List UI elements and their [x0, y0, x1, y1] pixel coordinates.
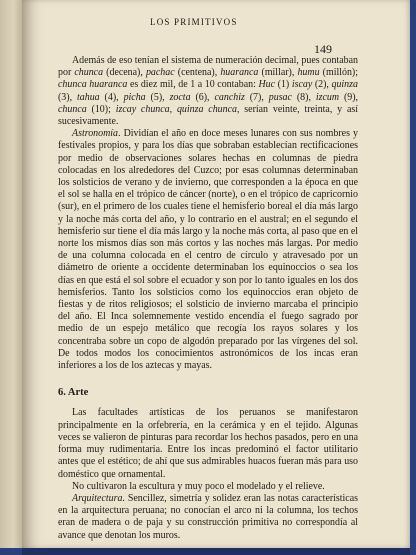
text-run: No cultivaron la escultura y muy poco el modelado y el relieve.	[72, 480, 325, 492]
text-run: (millón);	[319, 67, 358, 79]
paragraph	[58, 407, 358, 480]
italic-term: Astronomía	[72, 128, 119, 140]
italic-term: zocta	[169, 91, 191, 103]
text-run: (8),	[291, 91, 316, 103]
page-bottom-shadow	[22, 548, 410, 555]
paragraphs-bottom	[58, 407, 358, 541]
paragraph	[58, 481, 358, 493]
paragraph	[58, 493, 358, 542]
text-run: (1)	[275, 79, 292, 91]
text-run: (decena),	[103, 67, 146, 79]
text-run: Las facultades artísticas de los peruanos se manifestaron principalmente en la orfebrería, en la cerámica y en el tejido. Algunas veces se valieron de pinturas para recordar los hechos pasados, pero en una forma muy rudimentaria. Entre los incas predominó el factor utilitario antes que el estético; de ahí que sus admirables huacos fueran más para uso doméstico que ornamental.	[58, 407, 358, 480]
text-run: (5),	[145, 91, 170, 103]
text-run: (4),	[99, 91, 124, 103]
text-run: (9),	[339, 91, 359, 103]
italic-term: pachac	[145, 67, 175, 79]
text-run: (7),	[244, 91, 269, 103]
facing-page-edge	[0, 0, 24, 548]
italic-term: quinza	[331, 79, 358, 91]
text-run: (2),	[312, 79, 332, 91]
text-run: (10);	[86, 103, 116, 115]
text-run: (millar),	[258, 67, 298, 79]
page-body	[58, 55, 358, 542]
italic-term: Arquitectura	[72, 492, 123, 504]
text-run: . Sencillez, simetría y solidez eran las notas características en la arquitectura peruana; no conocían el arco ni la columna, los techos eran de madera o de paja y su construcción primitiva no correspondía al avance que denotan los muros.	[58, 492, 358, 541]
running-head: LOS PRIMITIVOS	[150, 17, 238, 27]
paragraphs-top	[58, 55, 358, 372]
italic-term: huaranca	[220, 67, 259, 79]
italic-term: chunca	[74, 67, 104, 79]
text-run: , serían veinte, treinta, y así sucesivamente.	[58, 103, 358, 128]
italic-term: chunca	[58, 103, 87, 115]
text-run: (centena),	[174, 67, 221, 79]
italic-term: canchiz	[214, 91, 245, 103]
section-heading: 6. Arte	[58, 387, 89, 399]
paragraph	[58, 55, 358, 128]
text-run: . Dividían el año en doce meses lunares con sus nombres y festivales propios, y para los días que sobraban establecían rectificaciones por medio de observaciones solares hechas en columnas de piedra colocadas en los alrededores del Cuzco; por esas columnas determinaban los solsticios de verano y de invierno, que corresponden a la época en que el sol se halla en el trópico de cáncer (norte), o en el trópico de capricornio (sur), en el primero de los cuales tiene el hemisferio boreal el día más largo y la noche más corta del año, y lo contrario en el austral; en el segundo el hemisferio sur tiene el día más largo y la noche más corta, al paso que en el norte los mismos días son más cortos y las noches más largas. Por medio de una columna colocada en el centro de círculo y atravesado por un diámetro de oriente a occidente determinaban los equinoccios o sea los días en que está el sol sobre el ecuador y son por lo tanto iguales en los dos hemisferios. Tanto los solsticios como los equinoccios eran objeto de fiestas y de ritos religiosos; el solsticio de invierno marcaba el principio del año. El Inca solemnemente vestido encendía el fuego sagrado por medio de un espejo metálico que recogía los rayos solares y los concentraba sobre un copo de algodón preparado por las vírgenes del sol. De todos modos los conocimientos astronómicos de los incas eran inferiores a los de los aztecas y mayas.	[58, 128, 358, 372]
text-run: (3),	[58, 91, 77, 103]
text-run: es diez mil, de 1 a 10 contaban:	[127, 79, 259, 91]
italic-term: izcay chunca, quinza chunca	[115, 103, 237, 115]
italic-term: tahua	[77, 91, 100, 103]
italic-term: iscay	[291, 79, 313, 91]
italic-term: izcum	[315, 91, 340, 103]
italic-term: humu	[297, 67, 320, 79]
italic-term: picha	[123, 91, 146, 103]
italic-term: pusac	[268, 91, 292, 103]
text-run: (6),	[190, 91, 215, 103]
text-run: Además de eso tenían el sistema de numeración decimal, pues contaban por	[58, 55, 358, 79]
paragraph	[58, 128, 358, 372]
page-number: 149	[314, 42, 332, 56]
italic-term: Huc	[258, 79, 276, 91]
italic-term: chunca huaranca	[58, 79, 128, 91]
